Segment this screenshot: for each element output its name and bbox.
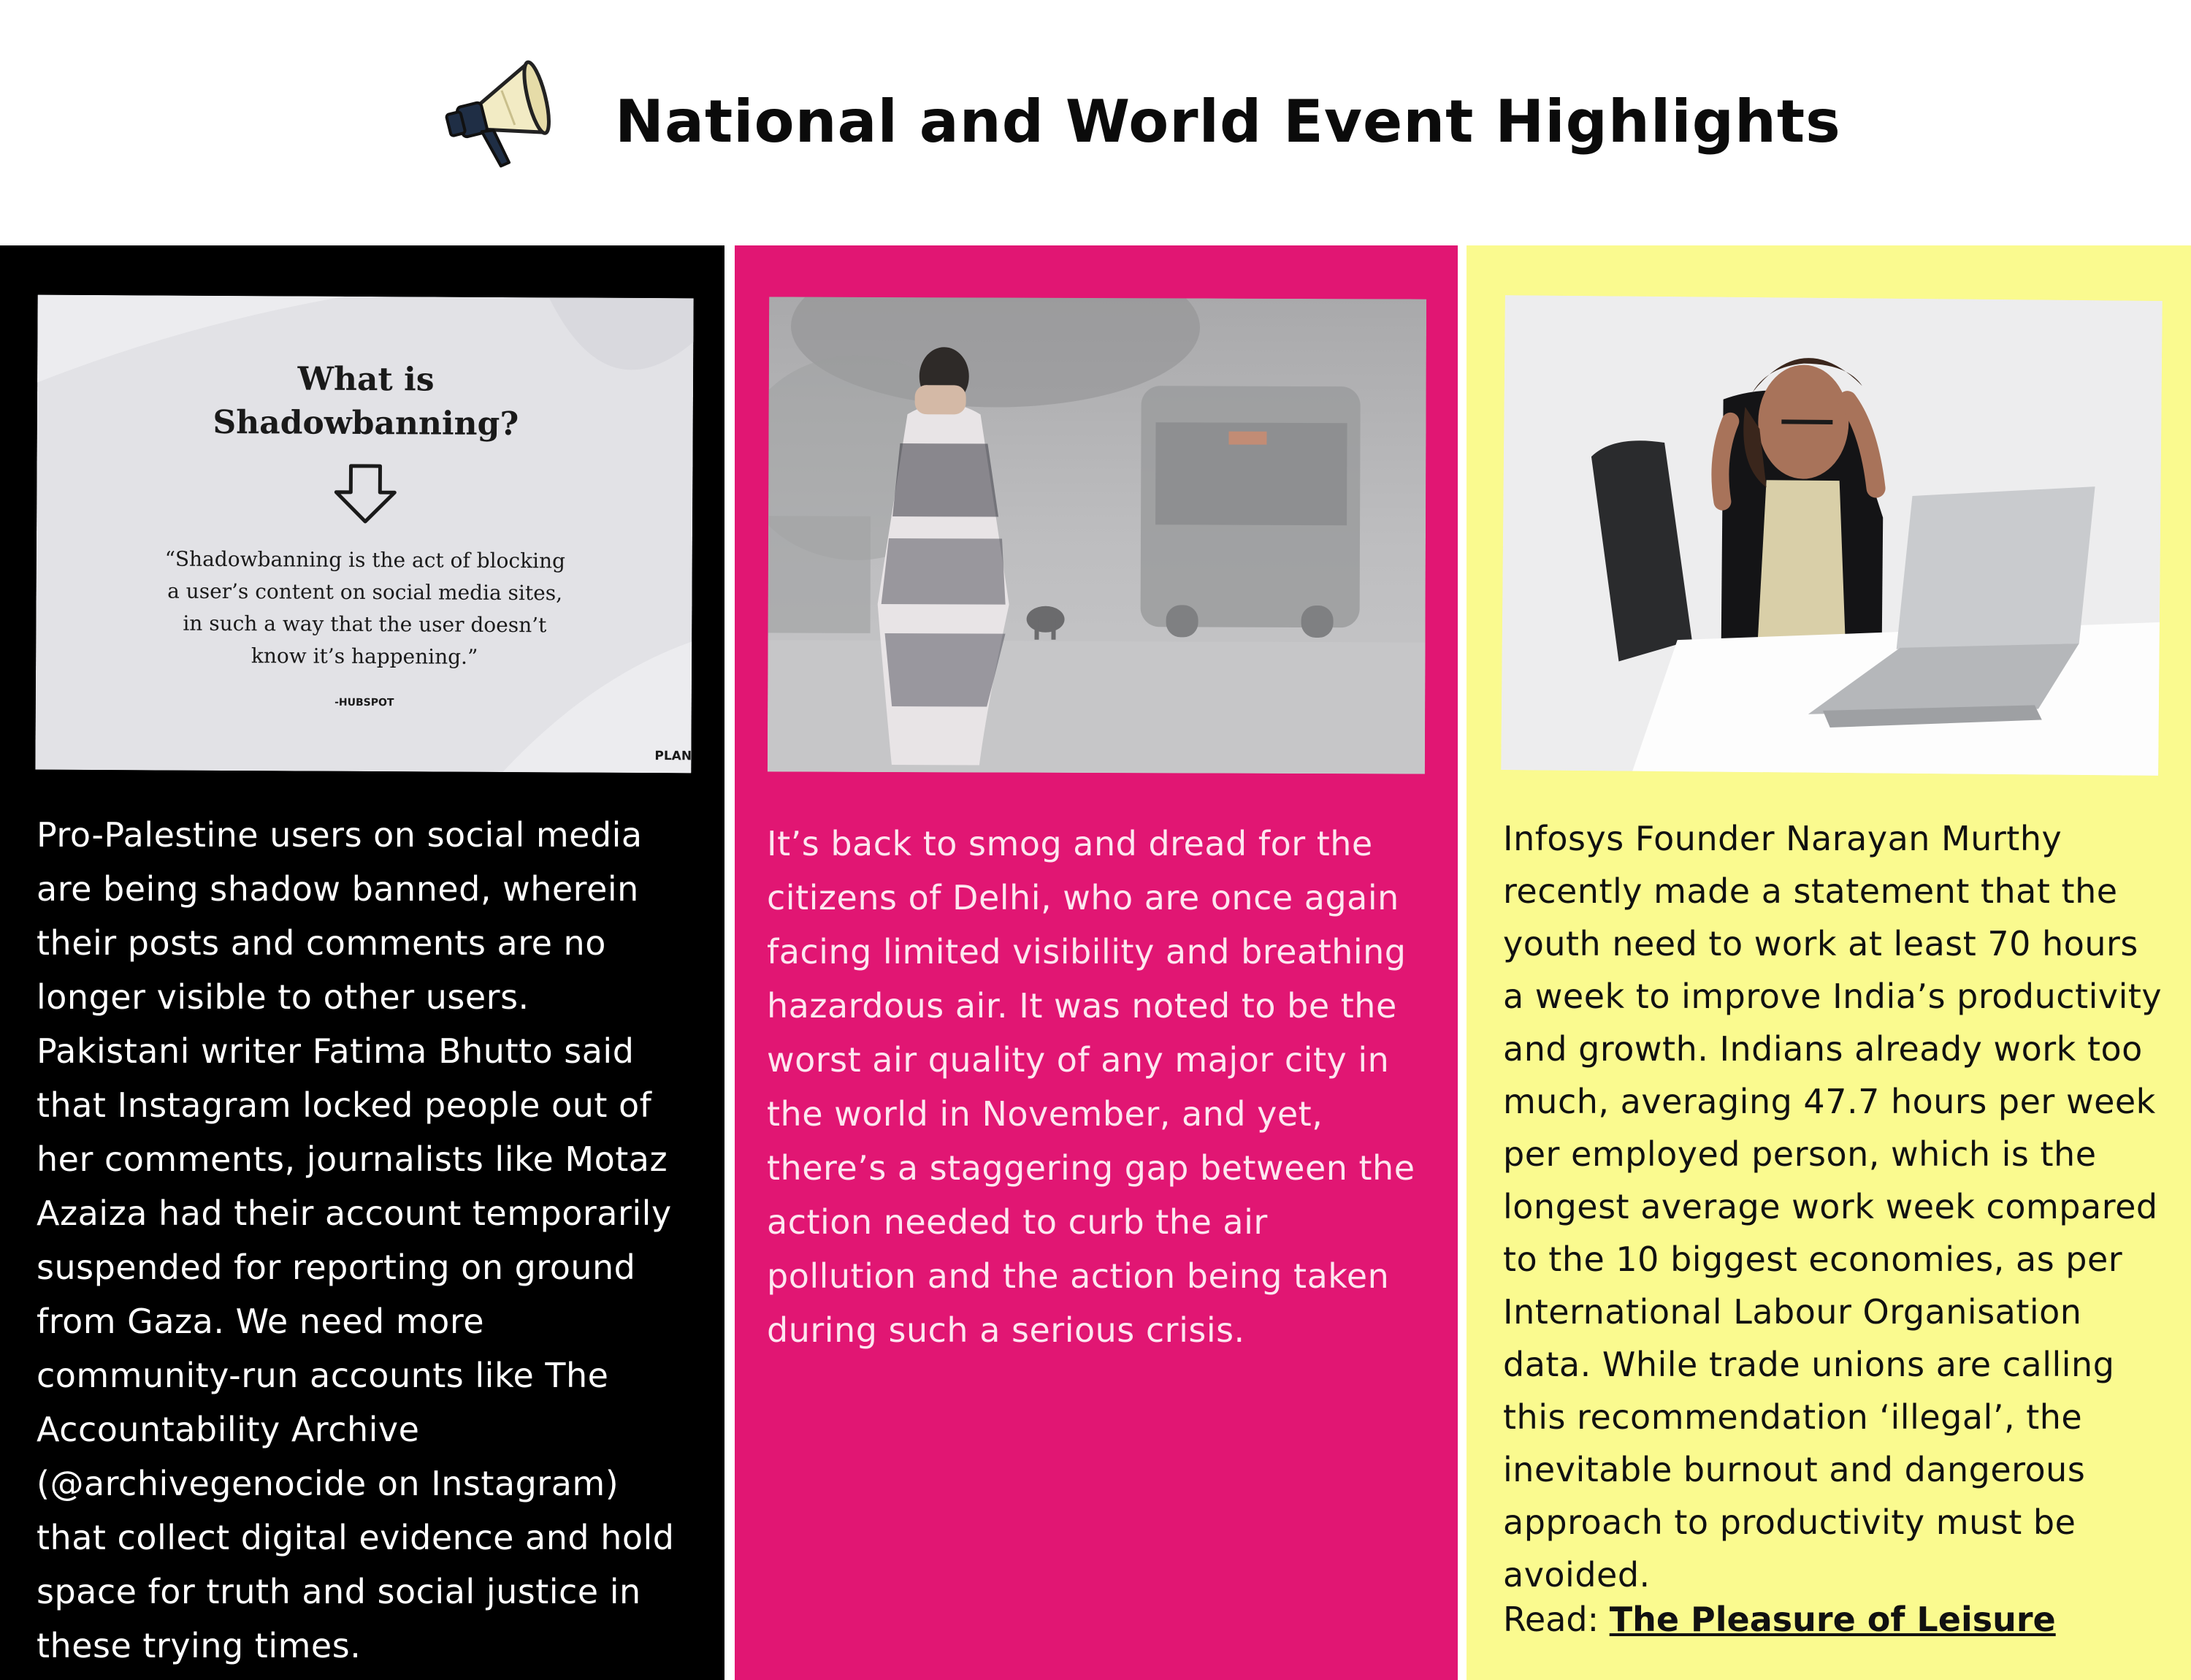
infographic-quote-4: know it’s happening.” (251, 644, 478, 669)
infographic-quote-2: a user’s content on social media sites, (167, 579, 563, 606)
read-more-link[interactable]: The Pleasure of Leisure (1609, 1600, 2056, 1639)
delhi-smog-photo (768, 297, 1426, 774)
panel-work-hours (1467, 245, 2191, 1680)
infographic-heading-2: Shadowbanning? (213, 403, 519, 443)
panel-shadowbanning (0, 245, 724, 1680)
stressed-worker-photo (1501, 295, 2163, 776)
infographic-corner-text: PLAN (654, 749, 692, 764)
infographic-source: -HUBSPOT (334, 696, 394, 709)
megaphone-icon (431, 57, 555, 181)
shadowbanning-paragraph: Pro-Palestine users on social media are being shadow banned, wherein their posts and comments are no longer visible to other users. Pakistani writer Fatima Bhutto said that Instagram locked people out of her comments, journalists like Motaz Azaiza had their account temporarily suspended for reporting on ground from Gaza. We need more community-run accounts like The Accountability Archive (@archivegenocide on Instagram) that collect digital evidence and hold space for truth and social justice in these trying times. (37, 815, 675, 1665)
column-divider (1458, 245, 1467, 1680)
page-header (0, 0, 2191, 245)
panel-delhi-smog (735, 245, 1458, 1680)
column-divider (724, 245, 735, 1680)
delhi-smog-paragraph: It’s back to smog and dread for the citizens of Delhi, who are once again facing limited visibility and breathing hazardous air. It was noted to be the worst air quality of any major city in the world in November, and yet, there’s a staggering gap between the action needed to curb the air pollution and the action being taken during such a serious crisis. (767, 824, 1415, 1350)
page-title: National and World Event Highlights (615, 88, 1841, 156)
infographic-quote-1: “Shadowbanning is the act of blocking (164, 546, 566, 573)
read-label: Read: (1503, 1600, 1610, 1639)
infographic-quote-3: in such a way that the user doesn’t (183, 611, 547, 638)
work-hours-paragraph: Infosys Founder Narayan Murthy recently made a statement that the youth need to work at least 70 hours a week to improve India’s productivity and growth. Indians already work too much, averaging 47.7 hours per week per employed person, which is the longest average work week compared to the 10 biggest economies, as per International Labour Organisation data. While trade unions are calling this recommendation ‘illegal’, the inevitable burnout and dangerous approach to productivity must be avoided. (1503, 819, 2163, 1595)
infographic-heading-1: What is (297, 360, 435, 399)
read-more-row (1503, 1600, 2056, 1639)
shadowbanning-infographic (35, 295, 693, 774)
